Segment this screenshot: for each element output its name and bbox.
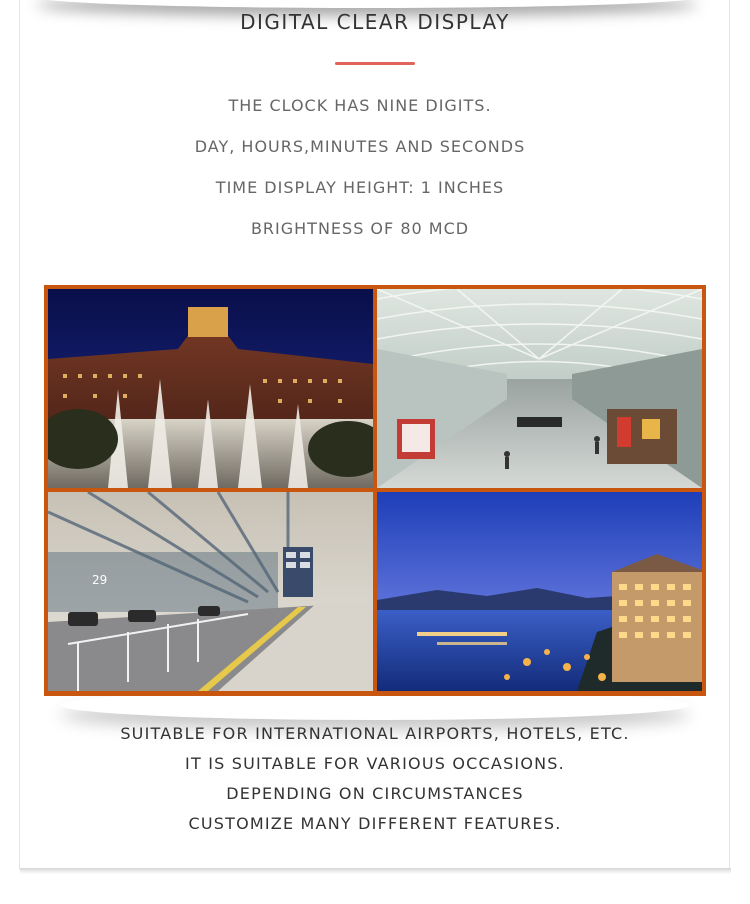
spec-units: DAY, HOURS,MINUTES AND SECONDS <box>194 137 526 156</box>
usage-line-occasions: IT IS SUITABLE FOR VARIOUS OCCASIONS. <box>185 754 565 773</box>
photo-gate-number-label: 29 <box>92 573 108 587</box>
spec-digits: THE CLOCK HAS NINE DIGITS. <box>228 96 492 115</box>
photo-airport-curbside <box>48 492 373 691</box>
photo-hotel-fountain <box>48 289 373 488</box>
spec-height: TIME DISPLAY HEIGHT: 1 INCHES <box>215 178 505 197</box>
usage-line-customize: CUSTOMIZE MANY DIFFERENT FEATURES. <box>188 814 562 833</box>
title-accent-bar <box>335 62 415 65</box>
photo-gallery <box>44 285 706 696</box>
bottom-divider <box>20 868 731 874</box>
page-title: DIGITAL CLEAR DISPLAY <box>240 10 510 34</box>
spec-brightness: BRIGHTNESS OF 80 MCD <box>250 219 470 238</box>
photo-airport-interior <box>377 289 702 488</box>
usage-line-circumstances: DEPENDING ON CIRCUMSTANCES <box>226 784 524 803</box>
photo-lakeside-resort <box>377 492 702 691</box>
usage-line-airports-hotels: SUITABLE FOR INTERNATIONAL AIRPORTS, HOTELS, ETC. <box>120 724 630 743</box>
